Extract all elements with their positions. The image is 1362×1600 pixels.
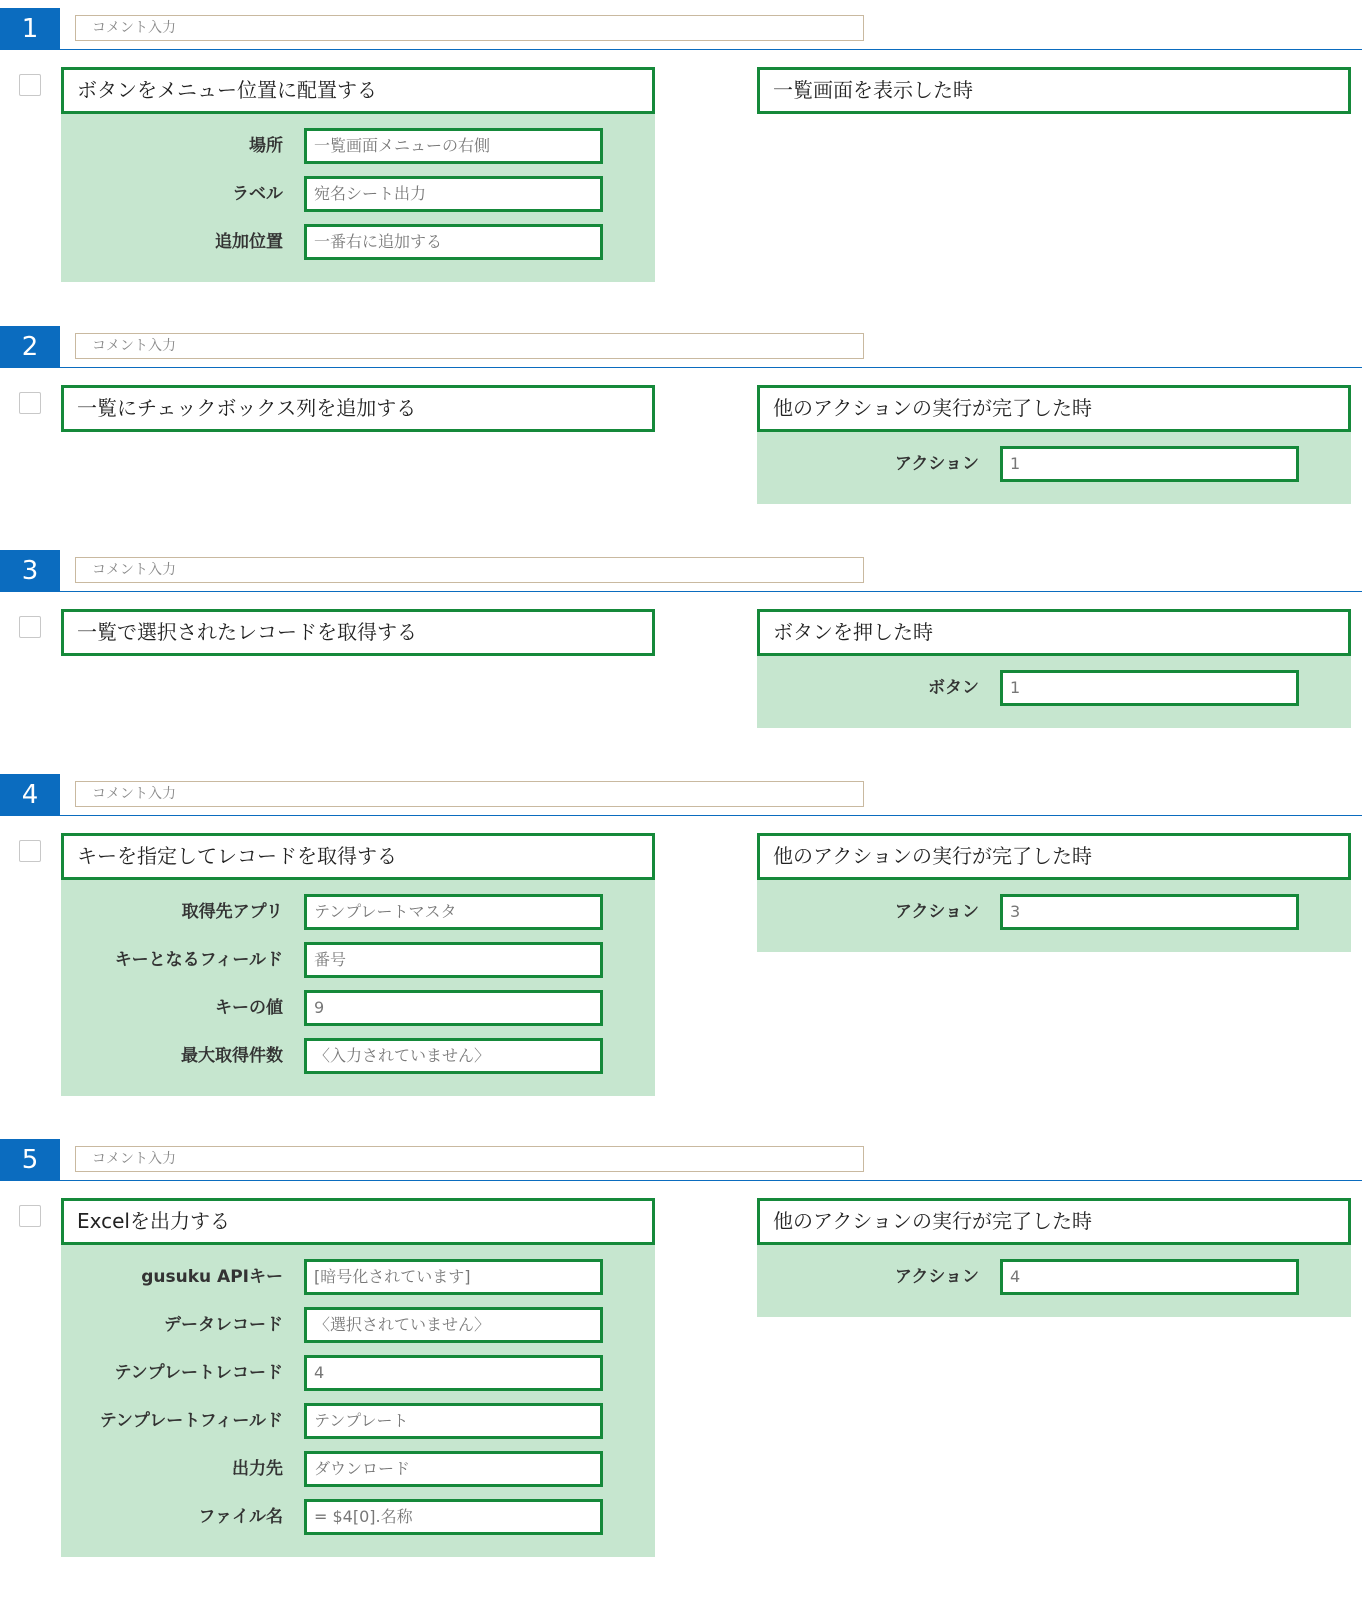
field-value[interactable]: 3 (1000, 894, 1299, 930)
field-label: ファイル名 (198, 1507, 283, 1527)
action-card (61, 1198, 655, 1557)
step-number: 4 (0, 774, 60, 816)
action-card (61, 609, 655, 656)
field-label: キーとなるフィールド (114, 950, 283, 970)
field-row (61, 1038, 655, 1086)
field-label: 追加位置 (215, 232, 283, 252)
field-row (61, 1307, 655, 1355)
step-header (0, 318, 1362, 368)
header-divider (60, 1180, 1362, 1181)
action-title[interactable]: Excelを出力する (61, 1198, 655, 1245)
step-number: 2 (0, 326, 60, 368)
field-row (757, 670, 1351, 718)
field-value[interactable]: 1 (1000, 670, 1299, 706)
field-value[interactable]: 9 (304, 990, 603, 1026)
action-fields (61, 1245, 655, 1557)
field-row (757, 1259, 1351, 1307)
trigger-title[interactable]: ボタンを押した時 (757, 609, 1351, 656)
field-label: テンプレートフィールド (99, 1411, 283, 1431)
field-label: 最大取得件数 (181, 1046, 283, 1066)
field-value[interactable]: = $4[0].名称 (304, 1499, 603, 1535)
field-row (61, 224, 655, 272)
field-value[interactable]: 4 (304, 1355, 603, 1391)
step-checkbox[interactable] (19, 1205, 41, 1227)
field-value[interactable]: 番号 (304, 942, 603, 978)
step-checkbox[interactable] (19, 392, 41, 414)
field-value[interactable]: テンプレート (304, 1403, 603, 1439)
trigger-card (757, 67, 1351, 114)
comment-input[interactable] (75, 15, 864, 41)
trigger-card (757, 833, 1351, 952)
field-value[interactable]: テンプレートマスタ (304, 894, 603, 930)
field-row (61, 176, 655, 224)
action-fields (61, 880, 655, 1096)
comment-input[interactable] (75, 781, 864, 807)
field-row (61, 990, 655, 1038)
trigger-fields (757, 1245, 1351, 1317)
trigger-title[interactable]: 他のアクションの実行が完了した時 (757, 385, 1351, 432)
field-label: 場所 (249, 136, 283, 156)
field-value[interactable]: ダウンロード (304, 1451, 603, 1487)
field-label: テンプレートレコード (114, 1363, 283, 1383)
header-divider (60, 367, 1362, 368)
field-value[interactable]: [暗号化されています] (304, 1259, 603, 1295)
step-header (0, 0, 1362, 50)
trigger-card (757, 609, 1351, 728)
field-row (61, 1355, 655, 1403)
step-header (0, 542, 1362, 592)
step-checkbox[interactable] (19, 74, 41, 96)
field-row (61, 942, 655, 990)
field-label: ラベル (232, 184, 283, 204)
action-title[interactable]: 一覧で選択されたレコードを取得する (61, 609, 655, 656)
comment-input[interactable] (75, 1146, 864, 1172)
field-label: 出力先 (232, 1459, 283, 1479)
trigger-card (757, 385, 1351, 504)
comment-input[interactable] (75, 557, 864, 583)
step-number: 1 (0, 8, 60, 50)
comment-input[interactable] (75, 333, 864, 359)
action-card (61, 833, 655, 1096)
action-title[interactable]: ボタンをメニュー位置に配置する (61, 67, 655, 114)
action-card (61, 67, 655, 282)
field-value[interactable]: 一覧画面メニューの右側 (304, 128, 603, 164)
field-value[interactable]: 宛名シート出力 (304, 176, 603, 212)
field-value[interactable]: 4 (1000, 1259, 1299, 1295)
field-value[interactable]: 〈選択されていません〉 (304, 1307, 603, 1343)
field-value[interactable]: 1 (1000, 446, 1299, 482)
field-row (61, 128, 655, 176)
field-row (61, 1259, 655, 1307)
field-value[interactable]: 一番右に追加する (304, 224, 603, 260)
header-divider (60, 591, 1362, 592)
step-checkbox[interactable] (19, 840, 41, 862)
field-label: アクション (894, 454, 979, 474)
field-row (757, 894, 1351, 942)
field-label: キーの値 (215, 998, 283, 1018)
trigger-fields (757, 432, 1351, 504)
field-row (61, 1403, 655, 1451)
field-row (61, 894, 655, 942)
trigger-card (757, 1198, 1351, 1317)
field-label: ボタン (928, 678, 979, 698)
field-label: データレコード (164, 1315, 283, 1335)
field-row (757, 446, 1351, 494)
field-label: アクション (894, 902, 979, 922)
field-value[interactable]: 〈入力されていません〉 (304, 1038, 603, 1074)
action-card (61, 385, 655, 432)
trigger-title[interactable]: 一覧画面を表示した時 (757, 67, 1351, 114)
trigger-title[interactable]: 他のアクションの実行が完了した時 (757, 1198, 1351, 1245)
field-label: gusuku APIキー (141, 1267, 283, 1287)
trigger-fields (757, 880, 1351, 952)
step-header (0, 766, 1362, 816)
field-row (61, 1499, 655, 1547)
trigger-title[interactable]: 他のアクションの実行が完了した時 (757, 833, 1351, 880)
field-label: アクション (894, 1267, 979, 1287)
step-number: 5 (0, 1139, 60, 1181)
action-title[interactable]: 一覧にチェックボックス列を追加する (61, 385, 655, 432)
action-fields (61, 114, 655, 282)
field-row (61, 1451, 655, 1499)
step-checkbox[interactable] (19, 616, 41, 638)
step-header (0, 1131, 1362, 1181)
trigger-fields (757, 656, 1351, 728)
step-number: 3 (0, 550, 60, 592)
header-divider (60, 815, 1362, 816)
field-label: 取得先アプリ (181, 902, 283, 922)
header-divider (60, 49, 1362, 50)
action-title[interactable]: キーを指定してレコードを取得する (61, 833, 655, 880)
